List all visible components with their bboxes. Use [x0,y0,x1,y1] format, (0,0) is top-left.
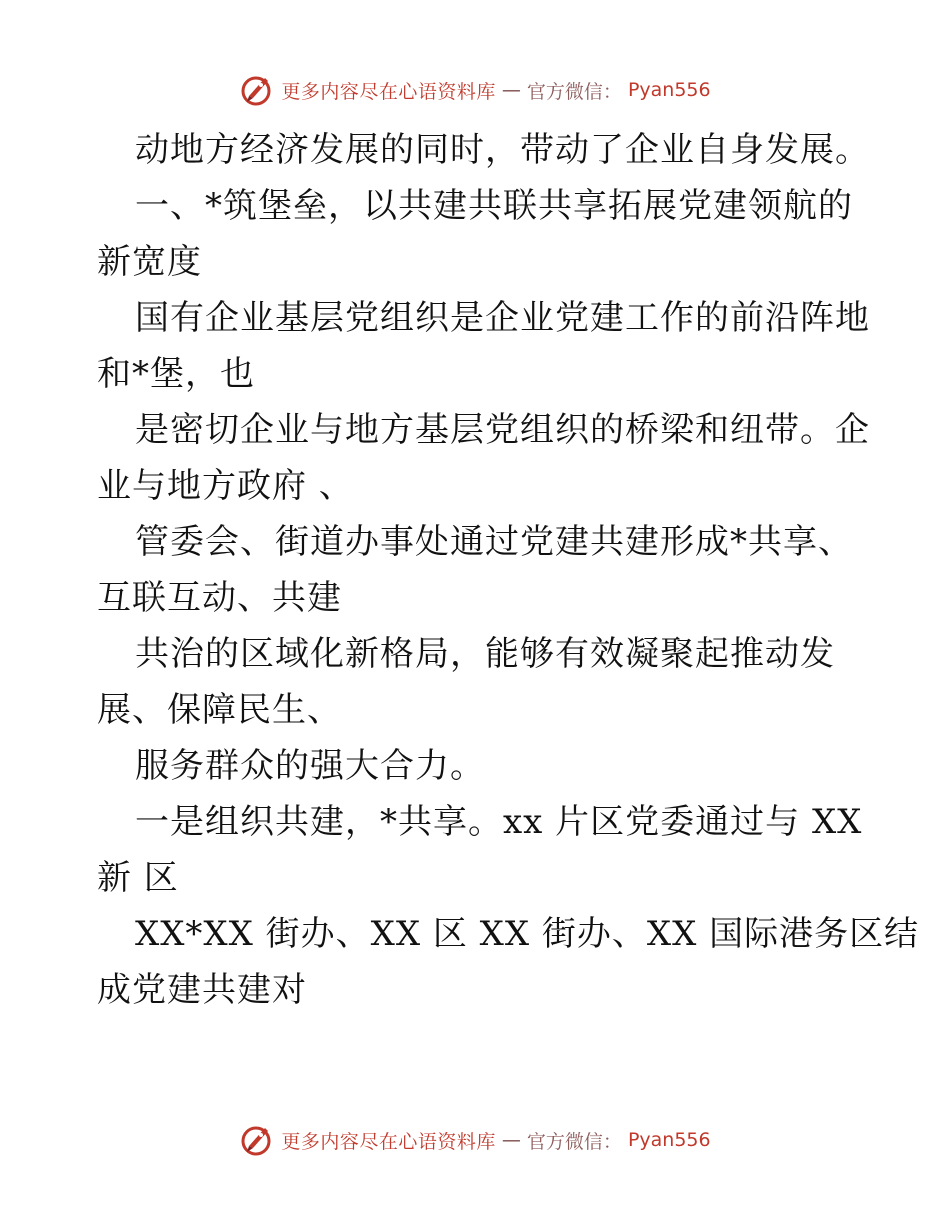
footer-brand-text: 更多内容尽在心语资料库 [281,1130,496,1153]
footer-banner [0,1120,950,1160]
body-line: 服务群众的强大合力。 [135,746,485,786]
body-line: 成党建共建对 [97,970,307,1010]
header-brand-text: 更多内容尽在心语资料库 [281,80,496,103]
footer-wechat-id: Pyan556 [627,1129,711,1151]
body-line: 展、保障民生、 [97,690,342,730]
document-body [97,122,920,1018]
footer-banner-inner [239,1122,710,1158]
section-heading-line: 新宽度 [97,242,202,282]
header-banner-inner [239,72,710,108]
body-line: 管委会、街道办事处通过党建共建形成*共享、 [135,522,853,562]
quill-pen-logo-icon [239,72,275,108]
quill-pen-logo-icon [239,1122,275,1158]
section-heading-line: 一、*筑堡垒，以共建共联共享拓展党建领航的 [135,186,853,226]
header-separator: — [501,79,521,101]
body-line: 国有企业基层党组织是企业党建工作的前沿阵地 [135,298,870,338]
body-line: 业与地方政府 、 [97,466,354,506]
body-line: 动地方经济发展的同时，带动了企业自身发展。 [135,130,870,170]
body-line: 共治的区域化新格局，能够有效凝聚起推动发 [135,634,835,674]
body-line: 一是组织共建，*共享。xx 片区党委通过与 XX [135,802,863,842]
body-line: 互联互动、共建 [97,578,342,618]
body-line: 和*堡，也 [97,354,255,394]
footer-separator: — [501,1129,521,1151]
footer-wechat-label: 官方微信： [526,1130,622,1153]
header-wechat-id: Pyan556 [627,79,711,101]
header-wechat-label: 官方微信： [526,80,622,103]
body-line: 是密切企业与地方基层党组织的桥梁和纽带。企 [135,410,870,450]
body-line: 新 区 [97,858,179,898]
header-banner [0,70,950,110]
body-line: XX*XX 街办、XX 区 XX 街办、XX 国际港务区结 [135,914,920,954]
